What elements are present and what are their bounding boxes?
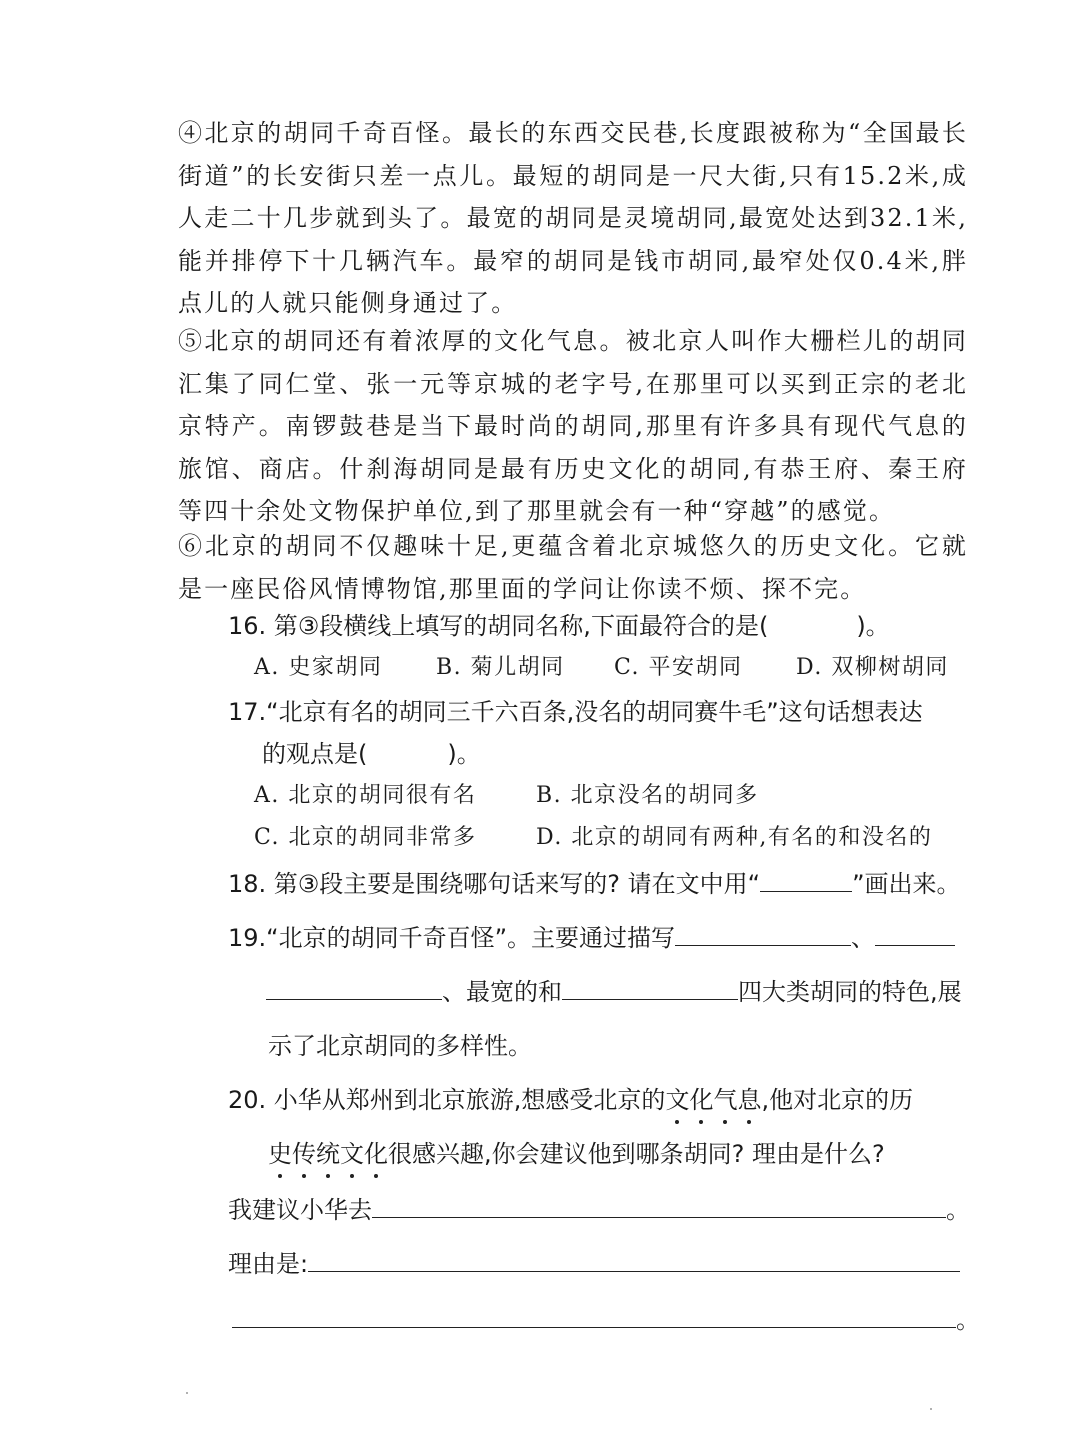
- question-16-option-b: B. 菊儿胡同: [436, 655, 565, 680]
- question-17-stem-line2: 的观点是( )。: [262, 740, 481, 768]
- question-19-line-1: 19.“北京的胡同千奇百怪”。主要通过描写 、: [228, 918, 955, 953]
- emphasis-culture-atmosphere: [665, 1086, 761, 1114]
- reason-label: 理由是:: [228, 1250, 309, 1278]
- question-16-option-c: C. 平安胡同: [614, 655, 743, 680]
- emphasis-history-culture: [268, 1140, 388, 1168]
- suggestion-label: 我建议小华去: [228, 1196, 372, 1224]
- reason-line-2: 。: [232, 1300, 980, 1335]
- question-16-option-d: D. 双柳树胡同: [796, 655, 949, 680]
- question-20-line-2: 史传统文化很感兴趣,你会建议他到哪条胡同? 理由是什么?: [268, 1140, 885, 1168]
- emphasis-char: 统: [316, 1140, 340, 1168]
- question-20-line-1: 20. 小华从郑州到北京旅游,想感受北京的文化气息,他对北京的历: [228, 1086, 914, 1114]
- emphasis-char: 史: [268, 1140, 292, 1168]
- question-17-option-a: A. 北京的胡同很有名: [254, 783, 477, 808]
- question-19-stem: 19.“北京的胡同千奇百怪”。主要通过描写: [228, 924, 676, 952]
- passage-paragraph-4: ④北京的胡同千奇百怪。最长的东西交民巷,长度跟被称为“全国最长街道”的长安街只差一点儿。最短的胡同是一尺大街,只有15.2米,成人走二十几步就到头了。最宽的胡同是灵境胡同,最宽处达到32.1米,能并排停下十几辆汽车。最窄的胡同是钱市胡同,最窄处仅0.4米,胖点儿的人就只能侧身通过了。: [178, 119, 968, 317]
- emphasis-char: 文: [665, 1086, 690, 1114]
- emphasis-char: 化: [689, 1086, 714, 1114]
- question-18-stem: 18. 第③段主要是围绕哪句话来写的? 请在文中用“: [228, 870, 761, 898]
- reason-line: [228, 1244, 960, 1279]
- emphasis-char: 息: [737, 1086, 762, 1114]
- reason-answer-blank-1[interactable]: [308, 1271, 960, 1272]
- question-16-stem: 16. 第③段横线上填写的胡同名称,下面最符合的是(: [228, 612, 769, 640]
- emphasis-char: 气: [713, 1086, 738, 1114]
- emphasis-char: 传: [292, 1140, 316, 1168]
- answer-blank-19-2a[interactable]: [875, 945, 955, 946]
- passage-paragraph-5: ⑤北京的胡同还有着浓厚的文化气息。被北京人叫作大栅栏儿的胡同汇集了同仁堂、张一元等京城的老字号,在那里可以买到正宗的老北京特产。南锣鼓巷是当下最时尚的胡同,那里有许多具有现代气息的旅馆、商店。什刹海胡同是最有历史文化的胡同,有恭王府、秦王府等四十余处文物保护单位,到了那里就会有一种“穿越”的感觉。: [178, 327, 968, 525]
- emphasis-char: 文: [340, 1140, 364, 1168]
- question-16: [228, 606, 890, 641]
- emphasis-char: 化: [364, 1140, 388, 1168]
- passage-paragraph-6: ⑥北京的胡同不仅趣味十足,更蕴含着北京城悠久的历史文化。它就是一座民俗风情博物馆,那里面的学问让你读不烦、探不完。: [178, 532, 968, 603]
- question-17-option-c: C. 北京的胡同非常多: [254, 825, 477, 850]
- reason-answer-blank-2[interactable]: [232, 1327, 956, 1328]
- question-16-stem-end: )。: [856, 612, 890, 640]
- scan-speck: [186, 1392, 188, 1394]
- answer-blank-19-3[interactable]: [562, 999, 738, 1000]
- question-18: 18. 第③段主要是围绕哪句话来写的? 请在文中用“ ”画出来。: [228, 870, 961, 898]
- question-16-option-a: A. 史家胡同: [254, 655, 383, 680]
- suggestion-line: 我建议小华去 。: [228, 1196, 970, 1224]
- question-19-line-2: 、最宽的和 四大类胡同的特色,展: [266, 972, 962, 1007]
- question-17-option-d: D. 北京的胡同有两种,有名的和没名的: [536, 825, 933, 850]
- question-19-line-3: 示了北京胡同的多样性。: [268, 1032, 532, 1060]
- answer-blank-19-2b[interactable]: [266, 999, 442, 1000]
- suggestion-answer-blank[interactable]: [372, 1217, 946, 1218]
- answer-blank-19-1[interactable]: [675, 945, 851, 946]
- question-18-underline-sample: [760, 891, 852, 892]
- question-17-stem: 17.“北京有名的胡同三千六百条,没名的胡同赛牛毛”这句话想表达: [228, 698, 923, 726]
- scan-speck: [930, 1408, 932, 1410]
- question-17-option-b: B. 北京没名的胡同多: [536, 783, 759, 808]
